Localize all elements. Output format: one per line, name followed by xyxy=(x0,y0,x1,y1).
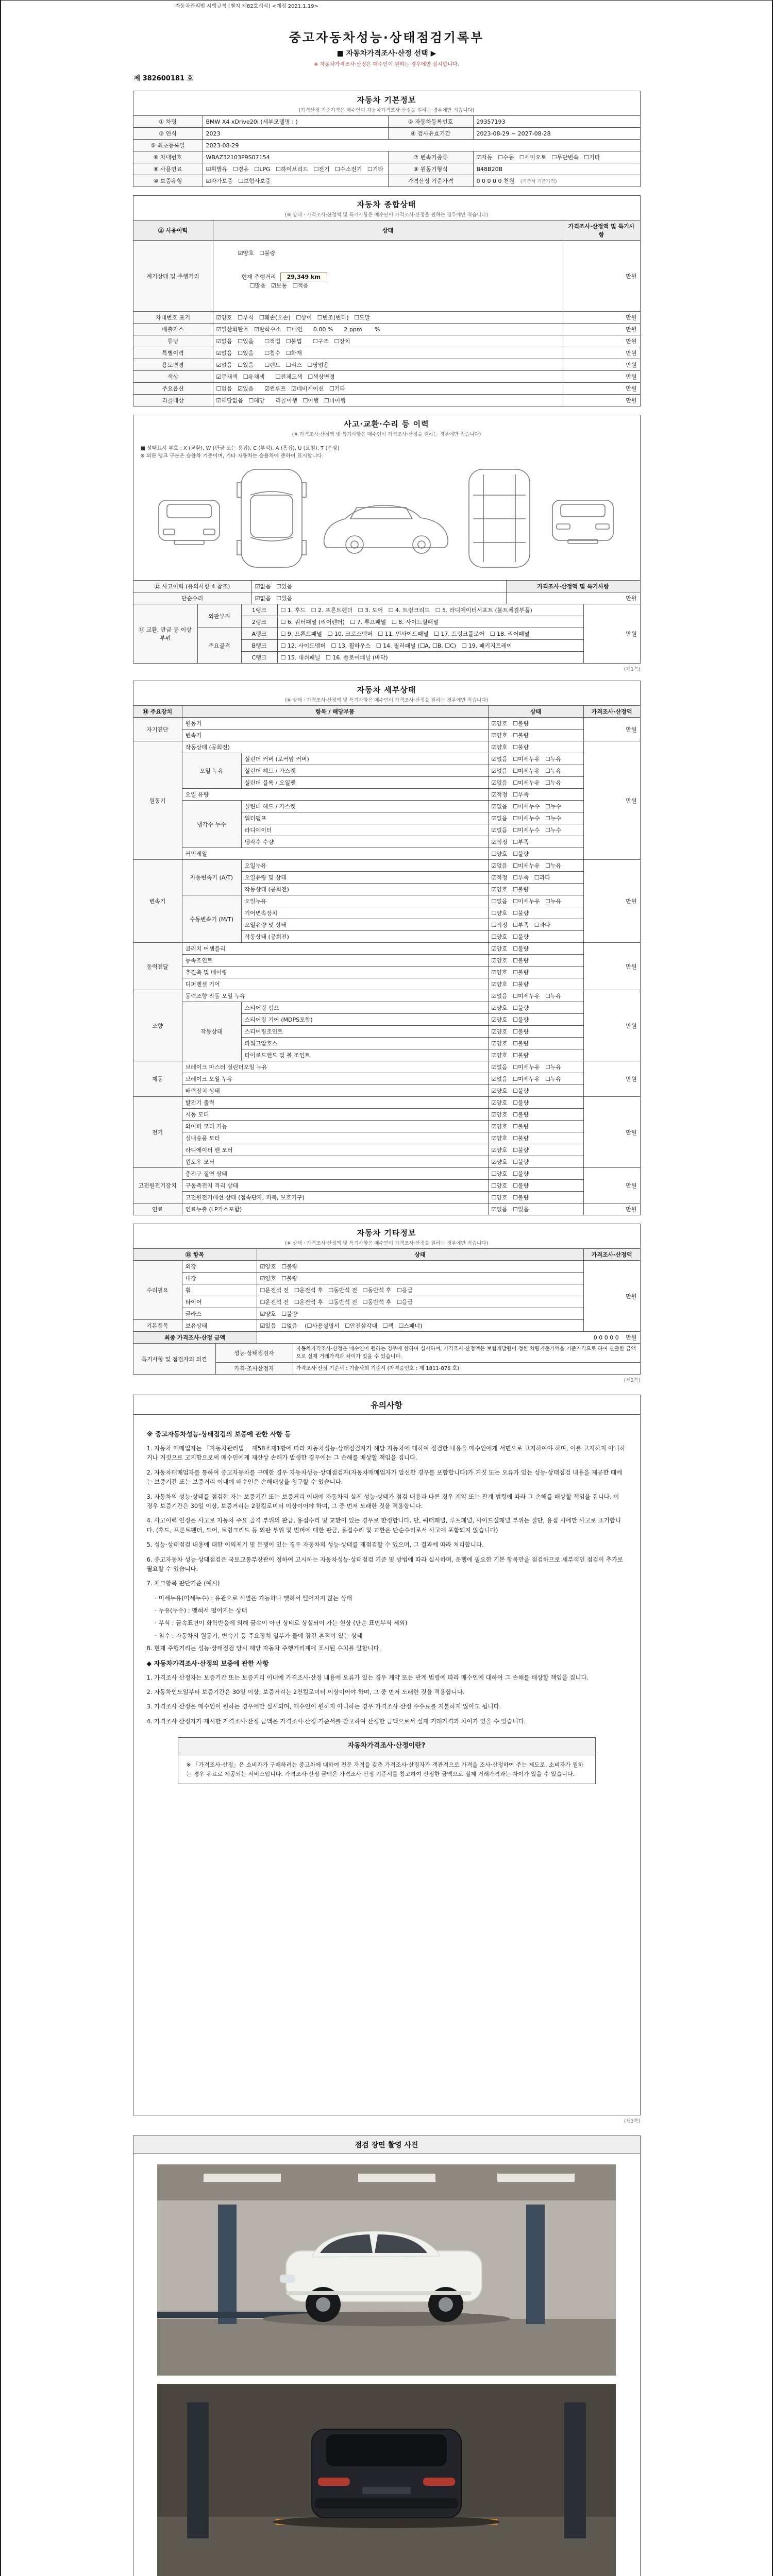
state-checkboxes[interactable]: ☑없음 ☐미세누유 ☐누유 xyxy=(488,990,583,1002)
inspection-photo-lift-rear xyxy=(157,2384,616,2576)
field-label: ④ 검사유효기간 xyxy=(388,128,473,140)
pricing-info-title: 자동차가격조사·산정이란? xyxy=(178,1738,595,1755)
column-header: ⑮ 항목 xyxy=(133,1249,257,1261)
field-label: ⑦ 변속기종류 xyxy=(388,151,473,163)
state-checkboxes[interactable]: ☑양호 ☐불량 xyxy=(257,1261,583,1273)
panel-checkboxes[interactable]: ☐ 6. 쿼터패널 (리어펜더) ☐ 7. 루프패널 ☐ 8. 사이드실패널 xyxy=(277,616,583,628)
state-checkboxes[interactable]: ☑없음 ☐있음 xyxy=(488,1204,583,1215)
item-label: 타이로드엔드 및 볼 조인트 xyxy=(241,1049,488,1061)
column-header: 가격조사·산정액 및 특기사항 xyxy=(563,221,640,241)
frame-checkboxes[interactable]: ☐ 15. 대쉬패널 ☐ 16. 플로어패널 (바닥) xyxy=(277,652,583,664)
state-checkboxes[interactable]: ☑양호 ☐불량 xyxy=(488,1144,583,1156)
state-checkboxes[interactable]: ☐운전석 전 ☐운전석 후 ☐동반석 전 ☐동반석 후 ☐응급 xyxy=(257,1296,583,1308)
simple-repair-checkboxes[interactable]: ☑없음 ☐있음 xyxy=(251,592,506,604)
car-underbody-view xyxy=(469,469,530,567)
field-label: ⑤ 최초등록일 xyxy=(133,140,203,151)
pricing-info-box xyxy=(178,1737,596,1784)
odometer-state-checkboxes[interactable]: ☑양호 ☐불량 현재 주행거리 29,349 km ☐많음 ☑보통 ☐적음 xyxy=(213,241,563,312)
rank-label: C랭크 xyxy=(241,652,277,664)
state-checkboxes[interactable]: ☑없음 ☐미세누유 ☐누유 xyxy=(488,860,583,872)
state-checkboxes[interactable]: ☑없음 ☐있음 ☐렌트 ☐리스 ☐영업용 xyxy=(213,359,563,371)
state-checkboxes[interactable]: ☑없음 ☐있음 ☐적법 ☐불법 ☐구조 ☐장치 xyxy=(213,335,563,347)
item-label: 워터펌프 xyxy=(241,812,488,824)
item-label: 실린더 헤드 / 가스켓 xyxy=(241,801,488,812)
final-price-cell[interactable] xyxy=(257,1332,640,1344)
item-label: 기어변속장치 xyxy=(241,907,488,919)
state-checkboxes[interactable]: ☑양호 ☐불량 xyxy=(488,967,583,978)
section-note: (※ 상태 · 가격조사·산정액 및 특기사항은 매수인이 가격조사·산정을 원하는 경우에만 적습니다) xyxy=(284,698,489,703)
item-label: 스티어링 기어 (MDPS포함) xyxy=(241,1014,488,1026)
inspection-period-value: 2023-08-29 ~ 2027-08-28 xyxy=(473,128,640,140)
notice-item: 1. 자동차 매매업자는 「자동차관리법」 제58조제1항에 따라 자동차성능·상태점검자가 해당 자동차에 대하여 점검한 내용을 매수인에게 서면으로 고지하여야 하며, 이를 고지하지 아니하거나 거짓으로 고지함으로써 매수인에게 재산상 손해가 발생한 경우에는 그 손해를 배상할 책임을 집니다. xyxy=(146,1445,626,1462)
price-cell[interactable]: 만원 xyxy=(563,395,640,406)
price-cell[interactable]: 만원 xyxy=(583,1168,640,1204)
row-label: 계기상태 및 주행거리 xyxy=(133,241,213,312)
price-cell[interactable]: 만원 xyxy=(563,383,640,395)
item-label: 스티어링 펌프 xyxy=(241,1002,488,1014)
item-label: 보유상태 xyxy=(182,1320,257,1332)
field-label: ① 차명 xyxy=(133,116,203,128)
state-checkboxes[interactable]: ☑양호 ☐불량 xyxy=(488,1038,583,1049)
state-checkboxes[interactable]: ☑없음 ☐있음 ☐침수 ☐화재 xyxy=(213,347,563,359)
price-cell[interactable]: 만원 xyxy=(583,990,640,1061)
state-checkboxes[interactable]: ☑양호 ☐불량 xyxy=(257,1308,583,1320)
diagram-legend: ■ 상태표시 부호 : X (교환), W (판금 또는 용접), C (부식), A (흠집), U (요철), T (손상) ※ 외판 랭크 구분은 승용차 기준이며, 기타 자동차는 승용차에 준하여 표시합니다. xyxy=(140,446,340,459)
section-note: (가격산정 기준가격은 매수인이 자동차가격조사·산정을 원하는 경우에만 적습니다) xyxy=(298,108,475,113)
state-checkboxes[interactable]: ☑없음 ☐미세누수 ☐누수 xyxy=(488,801,583,812)
row-label: ⑬ 교환, 판금 등 이상 부위 xyxy=(133,604,197,664)
state-checkboxes[interactable]: ☑양호 ☐불량 xyxy=(488,1002,583,1014)
notice-item: 6. 중고자동차 성능·상태점검은 국토교통부장관이 정하여 고시하는 자동차성능·상태점검 기준 및 방법에 따라 실시하며, 운행에 필요한 기본 항목만을 점검하므로 세부적인 점검이 추가로 필요할 수 있습니다. xyxy=(146,1555,624,1572)
notice-title: 유의사항 xyxy=(133,1395,641,1415)
notice-subtitle: ※ 중고자동차성능·상태점검의 보증에 관한 사항 등 xyxy=(146,1430,291,1438)
notice-subtitle: ◆ 자동차가격조사·산정의 보증에 관한 사항 xyxy=(146,1659,269,1667)
notice-item: 2. 자동차매매업자를 통하여 중고자동차를 구매한 경우 자동차성능·상태점검자(자동차매매업자가 알선한 경우를 포함합니다)가 거짓 또는 오류가 있는 성능·상태점검 내용을 제공한 때에는 보증기간 또는 보증거리 이내에 매수인은 손해배상을 청구할 수 있습니다. xyxy=(146,1468,623,1486)
price-cell[interactable]: 만원 xyxy=(583,860,640,943)
item-label: 배력장치 상태 xyxy=(182,1085,488,1097)
registration-number-value: 29357193 xyxy=(473,116,640,128)
section-etc-info xyxy=(133,1224,641,1383)
item-label: 타이어 xyxy=(182,1296,257,1308)
notice-subitem: · 미세누유(미세누수) : 유관으로 식별은 가능하나 맺혀서 떨어지지 않는 상태 xyxy=(155,1594,352,1602)
state-checkboxes[interactable]: ☑적정 ☐부족 xyxy=(488,789,583,801)
item-label: 작동상태 (공회전) xyxy=(241,931,488,943)
item-label: 추진축 및 베어링 xyxy=(182,967,488,978)
price-cell[interactable]: 만원 xyxy=(563,335,640,347)
column-header: 항목 / 해당부품 xyxy=(182,706,488,718)
state-checkboxes[interactable]: ☐없음 ☑있음 ☑썬루프 ☑네비게이션 ☐기타 xyxy=(213,383,563,395)
notice-item: 4. 가격조사·산정자가 제시한 가격조사·산정 금액은 가격조사·산정 기준서를 참고하여 산정한 금액으로서 실제 거래가격과 차이가 있을 수 있습니다. xyxy=(146,1717,526,1725)
row-label: 특별이력 xyxy=(133,347,213,359)
final-price-label: 최종 가격조사·산정 금액 xyxy=(133,1332,257,1344)
first-registration-value: 2023-08-29 xyxy=(203,140,640,151)
item-label: 시동 모터 xyxy=(182,1109,488,1121)
state-checkboxes[interactable]: ☑양호 ☐불량 xyxy=(488,943,583,955)
item-label: 등속조인트 xyxy=(182,955,488,967)
item-label: 변속기 xyxy=(182,730,488,741)
price-cell[interactable]: 만원 xyxy=(583,1097,640,1168)
item-label: 내장 xyxy=(182,1273,257,1284)
item-label: 연료누출 (LP가스포함) xyxy=(182,1204,488,1215)
page-marker: (제3쪽) xyxy=(624,2119,641,2124)
price-cell[interactable]: 만원 xyxy=(563,347,640,359)
price-cell[interactable]: 만원 xyxy=(563,324,640,335)
price-cell[interactable]: 만원 xyxy=(563,312,640,324)
price-cell[interactable]: 만원 xyxy=(563,371,640,383)
form-sheet xyxy=(133,1,641,2576)
inspector-opinion-text: 자동차가격조사·산정은 매수인이 원하는 경우에 한하여 실시하며, 가격조사·산정액은 보험개발원이 정한 차량기준가액을 기준가격으로 하여 산출한 금액으로 실제 거래가격과 차이가 있을 수 있습니다. xyxy=(293,1344,640,1363)
price-cell[interactable]: 만원 xyxy=(583,604,640,664)
frame-checkboxes[interactable]: ☐ 12. 사이드멤버 ☐ 13. 휠하우스 ☐ 14. 필러패널 (☐A, ☐B, ☐C) ☐ 19. 패키지트레이 xyxy=(277,640,583,652)
field-label: 가격산정 기준가격 xyxy=(388,175,473,187)
item-label: 파워고압호스 xyxy=(241,1038,488,1049)
field-label: ⑧ 사용연료 xyxy=(133,163,203,175)
group-label: 수리필요 xyxy=(133,1261,182,1320)
row-label: 튜닝 xyxy=(133,335,213,347)
price-cell[interactable]: 만원 xyxy=(563,241,640,312)
notice-item: 4. 사고이력 인정은 사고로 자동차 주요 골격 부위의 판금, 용접수리 및 교환이 있는 경우로 한정합니다. 단, 쿼터패널, 루프패널, 사이드실패널 부위는 절단, 용접 시에만 사고로 표기합니다. (후드, 프론트펜더, 도어, 트렁크리드 등 외판 부위 및 범퍼에 대한 판금, 용접수리 및 교환은 단순수리로서 사고에 포함되지 않습니다) xyxy=(146,1517,621,1534)
row-label: 주요옵션 xyxy=(133,383,213,395)
state-checkboxes[interactable]: ☑무채색 ☐유채색 ☐전체도색 ☐색상변경 xyxy=(213,371,563,383)
notice-item: 3. 가격조사·산정은 매수인이 원하는 경우에만 실시되며, 매수인이 원하지 아니하는 경우 가격조사·산정 수수료를 지불하지 않아도 됩니다. xyxy=(146,1703,501,1710)
price-cell[interactable]: 만원 xyxy=(583,1204,640,1215)
base-price-value: 0 0 0 0 0 천원 xyxy=(476,178,515,184)
price-cell[interactable]: 만원 xyxy=(506,592,640,604)
field-label: ⑥ 차대번호 xyxy=(133,151,203,163)
fuel-checkboxes[interactable]: ☑휘발유 ☐경유 ☐LPG ☐하이브리드 ☐전기 ☐수소전기 ☐기타 xyxy=(203,163,388,175)
column-header: 가격조사·산정액 및 특기사항 xyxy=(506,581,640,592)
section-photos xyxy=(133,2136,641,2576)
item-label: 고전원전기배선 상태 (접속단자, 피복, 보호기구) xyxy=(182,1192,488,1204)
rank-label: 1랭크 xyxy=(241,604,277,616)
section-detail-condition xyxy=(133,681,641,1215)
item-label: 충전구 절연 상태 xyxy=(182,1168,488,1180)
state-checkboxes[interactable]: ☑양호 ☐불량 xyxy=(488,1121,583,1132)
page-marker: (제2쪽) xyxy=(624,1378,641,1383)
notice-item: 2. 자동차인도일부터 보증기간은 30일 이상, 보증거리는 2천킬로미터 이상이어야 하며, 그 중 먼저 도래한 것을 적용합니다. xyxy=(146,1688,465,1696)
state-checkboxes[interactable]: ☑적정 ☐부족 xyxy=(488,836,583,848)
pricing-info-body: ※ 「가격조사·산정」은 소비자가 구매하려는 중고차에 대하여 전문 자격을 갖춘 가격조사·산정자가 객관적으로 가격을 조사·산정하여 주는 제도로, 소비자가 원하는 경우 유료로 제공되는 서비스입니다. 가격조사·산정 금액은 가격조사·산정 기준서를 참고하여 산정한 금액으로 실제 거래가격과는 차이가 있을 수 있습니다. xyxy=(186,1761,584,1777)
item-label: 실린더 블록 / 오일팬 xyxy=(241,777,488,789)
row-label: 용도변경 xyxy=(133,359,213,371)
row-label: 배출가스 xyxy=(133,324,213,335)
document-number: 제 382600181 호 xyxy=(133,75,194,82)
state-checkboxes[interactable]: ☑양호 ☐불량 xyxy=(488,1097,583,1109)
state-checkboxes[interactable]: ☑양호 ☐불량 xyxy=(488,978,583,990)
car-diagram xyxy=(149,463,624,574)
page-subtitle: ■ 자동차가격조사·산정 선택 ▶ xyxy=(337,49,436,58)
group-label: 주요골격 xyxy=(197,628,241,664)
state-checkboxes[interactable]: ☑없음 ☐미세누유 ☐누유 xyxy=(488,753,583,765)
rank-label: 2랭크 xyxy=(241,616,277,628)
rank-label: B랭크 xyxy=(241,640,277,652)
inspection-photo-lift-front xyxy=(157,2164,616,2376)
subgroup-label: 자동변속기 (A/T) xyxy=(182,860,241,895)
price-cell[interactable]: 만원 xyxy=(583,1261,640,1332)
subgroup-label: 오일 누유 xyxy=(182,753,241,789)
panel-checkboxes[interactable]: ☐ 1. 후드 ☐ 2. 프론트펜더 ☐ 3. 도어 ☐ 4. 트렁크리드 ☐ 5. 라디에이터서포트 (볼트체결부품) xyxy=(277,604,583,616)
row-label: 단순수리 xyxy=(133,592,251,604)
device-label: 동력전달 xyxy=(133,943,182,990)
item-label: 발전기 출력 xyxy=(182,1097,488,1109)
section-note: (※ 상태 · 가격조사·산정액 및 특기사항은 매수인이 가격조사·산정을 원하는 경우에만 적습니다) xyxy=(284,212,489,218)
state-checkboxes[interactable]: ☐운전석 전 ☐운전석 후 ☐동반석 전 ☐동반석 후 ☐응급 xyxy=(257,1284,583,1296)
state-checkboxes[interactable]: ☑양호 ☐불량 xyxy=(488,1085,583,1097)
price-cell[interactable]: 만원 xyxy=(583,1061,640,1097)
model-year-value: 2023 xyxy=(203,128,388,140)
device-label: 변속기 xyxy=(133,860,182,943)
item-label: 냉각수 수량 xyxy=(241,836,488,848)
item-label: 실린더 헤드 / 가스켓 xyxy=(241,765,488,777)
state-checkboxes[interactable]: ☐양호 ☐불량 xyxy=(488,1168,583,1180)
section-notice xyxy=(133,1395,641,2124)
page-marker: (제1쪽) xyxy=(624,667,641,672)
item-label: 오일 유량 xyxy=(182,789,488,801)
notice-item: 3. 자동차의 성능·상태를 점검한 자는 보증기간 또는 보증거리 이내에 자동차의 실제 성능·상태가 점검 내용과 다른 경우 계약 또는 관계 법령에 따라 그 손해를 배상할 책임을 집니다. 이 경우 보증기간은 30일 이상, 보증거리는 2천킬로미터 이상이어야 하며, 그 중 먼저 도래한 것을 적용합니다. xyxy=(146,1493,619,1510)
state-checkboxes[interactable]: ☑양호 ☐불량 xyxy=(488,1014,583,1026)
price-cell[interactable]: 만원 xyxy=(583,741,640,860)
notice-item: 1. 가격조사·산정자는 보증기간 또는 보증거리 이내에 가격조사·산정 내용에 오류가 있는 경우 계약 또는 관계 법령에 따라 매수인에 대하여 그 손해를 배상할 책임을 집니다. xyxy=(146,1673,589,1681)
group-label: 기본품목 xyxy=(133,1320,182,1332)
state-checkboxes[interactable]: ☑양호 ☐불량 xyxy=(488,718,583,730)
state-checkboxes[interactable]: ☐적정 ☐부족 ☐과다 xyxy=(488,919,583,931)
item-label: 동력조향 작동 오일 누유 xyxy=(182,990,488,1002)
state-checkboxes[interactable]: ☑양호 ☐불량 xyxy=(257,1273,583,1284)
item-label: 작동상태 (공회전) xyxy=(241,884,488,895)
section-title: 자동차 기타정보 xyxy=(357,1228,416,1238)
item-label: 디퍼렌셜 기어 xyxy=(182,978,488,990)
item-label: 오일누유 xyxy=(241,895,488,907)
column-header: ⑪ 사용이력 xyxy=(133,221,213,241)
item-label: 원동기 xyxy=(182,718,488,730)
item-label: 스티어링조인트 xyxy=(241,1026,488,1038)
row-label: 차대번호 표기 xyxy=(133,312,213,324)
frame-checkboxes[interactable]: ☐ 9. 프론트패널 ☐ 10. 크로스멤버 ☐ 11. 인사이드패널 ☐ 17. 트렁크플로어 ☐ 18. 리어패널 xyxy=(277,628,583,640)
form-reference: 자동차관리법 시행규칙 [별지 제82호서식] <개정 2021.1.19> xyxy=(175,4,318,9)
device-label: 전기 xyxy=(133,1097,182,1168)
price-cell[interactable]: 만원 xyxy=(583,943,640,990)
item-label: 글라스 xyxy=(182,1308,257,1320)
state-checkboxes[interactable]: ☐양호 ☐불량 xyxy=(488,1180,583,1192)
state-checkboxes[interactable]: ☑양호 ☐불량 xyxy=(488,955,583,967)
state-checkboxes[interactable]: ☑양호 ☐불량 xyxy=(488,1049,583,1061)
section-title: 자동차 종합상태 xyxy=(357,200,416,209)
state-checkboxes[interactable]: ☑해당없음 ☐해당 리콜이행 ☐이행 ☐미이행 xyxy=(213,395,563,406)
state-checkboxes[interactable]: ☑양호 ☐불량 xyxy=(488,1026,583,1038)
state-checkboxes[interactable]: ☑일산화탄소 ☑탄화수소 ☐매연 0.00 % 2 ppm % xyxy=(213,324,563,335)
column-header: 상태 xyxy=(488,706,583,718)
mileage-level-checkboxes[interactable]: ☐많음 ☑보통 ☐적음 xyxy=(249,282,309,289)
car-name-value: BMW X4 xDrive20i (세부모델명 : ) xyxy=(203,116,388,128)
group-label: 외판부위 xyxy=(197,604,241,628)
row-label: 리콜대상 xyxy=(133,395,213,406)
section-title: 자동차 기본정보 xyxy=(357,95,416,105)
item-label: 외장 xyxy=(182,1261,257,1273)
subgroup-label: 수동변속기 (M/T) xyxy=(182,895,241,943)
field-label: ⑨ 원동기형식 xyxy=(388,163,473,175)
item-label: 라디에이터 xyxy=(241,824,488,836)
column-header: 가격조사·산정액 xyxy=(583,1249,640,1261)
state-checkboxes[interactable]: ☐양호 ☐불량 xyxy=(488,1192,583,1204)
item-label: 와이퍼 모터 기능 xyxy=(182,1121,488,1132)
device-label: 원동기 xyxy=(133,741,182,860)
state-checkboxes[interactable]: ☐없음 ☐미세누유 ☐누유 xyxy=(488,895,583,907)
device-label: 자기진단 xyxy=(133,718,182,741)
price-cell[interactable]: 만원 xyxy=(563,359,640,371)
item-label: 라디에이터 팬 모터 xyxy=(182,1144,488,1156)
role-label: 가격·조사산정자 xyxy=(215,1363,293,1375)
section-note: (※ 가격조사·산정액 및 특기사항은 매수인이 가격조사·산정을 원하는 경우에만 적습니다) xyxy=(292,432,481,437)
final-price-value: 0 0 0 0 0 xyxy=(593,1334,619,1341)
item-label: 휠 xyxy=(182,1284,257,1296)
car-diagram-area xyxy=(133,439,641,581)
section-basic-info xyxy=(133,91,641,187)
mileage-value: 29,349 km xyxy=(280,273,327,281)
price-cell[interactable]: 만원 xyxy=(583,718,640,741)
photos-title: 점검 장면 촬영 사진 xyxy=(133,2136,641,2154)
column-header: 상태 xyxy=(257,1249,583,1261)
state-checkboxes[interactable]: ☑양호 ☐불량 xyxy=(488,884,583,895)
section-title: 자동차 세부상태 xyxy=(357,685,416,694)
item-label: 커먼레일 xyxy=(182,848,488,860)
device-label: 연료 xyxy=(133,1204,182,1215)
notice-item: 8. 현재 주행거리는 성능·상태점검 당시 해당 자동차 주행거리계에 표시된 수치를 말합니다. xyxy=(146,1645,381,1652)
warranty-checkboxes[interactable]: ☑자가보증 ☐보험사보증 xyxy=(203,175,388,187)
item-label: 오일유량 및 상태 xyxy=(241,919,488,931)
item-label: 오일유량 및 상태 xyxy=(241,872,488,884)
item-label: 윈도우 모터 xyxy=(182,1156,488,1168)
notice-body xyxy=(133,1415,641,2115)
state-checkboxes[interactable]: ☑없음 ☐미세누수 ☐누수 xyxy=(488,824,583,836)
device-label: 조향 xyxy=(133,990,182,1061)
notice-item: 5. 성능·상태점검 내용에 대한 이의제기 및 분쟁이 있는 경우 자동차의 성능·상태를 재점검할 수 있으며, 그 결과에 따라 처리합니다. xyxy=(146,1541,484,1549)
state-checkboxes[interactable]: ☑양호 ☐불량 xyxy=(488,741,583,753)
state-checkboxes[interactable]: ☑없음 ☐미세누유 ☐누유 xyxy=(488,765,583,777)
state-checkboxes[interactable]: ☑양호 ☐불량 xyxy=(488,1109,583,1121)
role-label: 성능·상태점검자 xyxy=(215,1344,293,1363)
photos-container xyxy=(133,2154,641,2576)
state-checkboxes[interactable]: ☐양호 ☐불량 xyxy=(488,848,583,860)
accident-checkboxes[interactable]: ☑없음 ☐있음 xyxy=(251,581,506,592)
item-label: 작동상태 (공회전) xyxy=(182,741,488,753)
device-label: 제동 xyxy=(133,1061,182,1097)
section-title: 사고·교환·수리 등 이력 xyxy=(344,419,429,429)
item-label: 클러치 어셈블리 xyxy=(182,943,488,955)
state-checkboxes[interactable]: ☑있음 ☐없음 (☐사용설명서 ☐안전삼각대 ☐잭 ☐스패너) xyxy=(257,1320,583,1332)
car-rear-view xyxy=(552,500,613,540)
state-checkboxes[interactable]: ☑양호 ☐불량 xyxy=(488,1132,583,1144)
notice-subitem: · 누유(누수) : 맺혀서 떨어지는 상태 xyxy=(155,1607,247,1615)
row-label: ⑫ 사고이력 (유의사항 4 참조) xyxy=(133,581,251,592)
transmission-checkboxes[interactable]: ☑자동 ☐수동 ☐세미오토 ☐무단변속 ☐기타 xyxy=(473,151,640,163)
state-checkboxes[interactable]: ☑양호 ☐불량 xyxy=(488,730,583,741)
column-header: 상태 xyxy=(213,221,563,241)
item-label: 구동축전지 격리 상태 xyxy=(182,1180,488,1192)
notice-item: 7. 체크항목 판단기준 (예시) xyxy=(146,1580,220,1587)
state-checkboxes[interactable]: ☑양호 ☐부식 ☐훼손(오손) ☐상이 ☐변조(변타) ☐도말 xyxy=(213,312,563,324)
opinion-label: 특기사항 및 점검자의 의견 xyxy=(133,1344,215,1375)
state-checkboxes[interactable]: ☐양호 ☐불량 xyxy=(488,931,583,943)
base-price-note: (기준서 기준가격) xyxy=(520,179,557,184)
section-accident-history xyxy=(133,415,641,672)
rank-label: A랭크 xyxy=(241,628,277,640)
base-price-cell[interactable] xyxy=(473,175,640,187)
state-checkboxes[interactable]: ☑없음 ☐미세누유 ☐누유 xyxy=(488,777,583,789)
section-note: (※ 상태 · 가격조사·산정액 및 특기사항은 매수인이 가격조사·산정을 원하는 경우에만 적습니다) xyxy=(284,1241,489,1246)
column-header: ⑭ 주요장치 xyxy=(133,706,182,718)
state-checkboxes[interactable]: ☑양호 ☐불량 xyxy=(488,1156,583,1168)
row-label: 색상 xyxy=(133,371,213,383)
state-checkboxes[interactable]: ☑없음 ☐미세누유 ☐누유 xyxy=(488,1073,583,1085)
state-checkboxes[interactable]: ☑적정 ☐부족 ☐과다 xyxy=(488,872,583,884)
final-price-unit: 만원 xyxy=(626,1334,637,1341)
item-label: 오일누유 xyxy=(241,860,488,872)
item-label: 브레이크 오일 누유 xyxy=(182,1073,488,1085)
appraiser-opinion-text: 가격조사·산정 기준서 : 기술사회 기준서 (자격증번호 : 제 1811-876 호) xyxy=(293,1363,640,1375)
page-subtitle-note: ※ 자동차가격조사·산정은 매수인이 원하는 경우에만 실시합니다. xyxy=(314,62,459,67)
field-label: ③ 연식 xyxy=(133,128,203,140)
item-label: 실내송풍 모터 xyxy=(182,1132,488,1144)
page-title: 중고자동차성능·상태점검기록부 xyxy=(289,30,484,45)
section-overall-condition xyxy=(133,195,641,406)
state-checkboxes[interactable]: ☑없음 ☐미세누유 ☐누유 xyxy=(488,1061,583,1073)
current-mileage: 현재 주행거리 29,349 km ☐많음 ☑보통 ☐적음 xyxy=(216,266,560,296)
device-label: 고전원전기장치 xyxy=(133,1168,182,1204)
column-header: 가격조사·산정액 xyxy=(583,706,640,718)
engine-type-value: B48B20B xyxy=(473,163,640,175)
subgroup-label: 작동상태 xyxy=(182,1002,241,1061)
field-label: ⑩ 보증유형 xyxy=(133,175,203,187)
vin-value: WBAZ32103P9S07154 xyxy=(203,151,388,163)
item-label: 실린더 커버 (로커암 커버) xyxy=(241,753,488,765)
notice-subitem: · 부식 : 금속표면이 화학반응에 의해 금속이 아닌 상태로 상실되어 가는 현상 (단순 표면부식 제외) xyxy=(155,1619,408,1627)
item-label: 브레이크 마스터 실린더오일 누유 xyxy=(182,1061,488,1073)
field-label: ② 자동차등록번호 xyxy=(388,116,473,128)
subgroup-label: 냉각수 누수 xyxy=(182,801,241,848)
state-checkboxes[interactable]: ☑없음 ☐미세누수 ☐누수 xyxy=(488,812,583,824)
notice-subitem: · 침수 : 자동차의 원동기, 변속기 등 주요장치 일부가 물에 잠긴 흔적이 있는 상태 xyxy=(155,1632,363,1639)
state-checkboxes[interactable]: ☐양호 ☐불량 xyxy=(488,907,583,919)
